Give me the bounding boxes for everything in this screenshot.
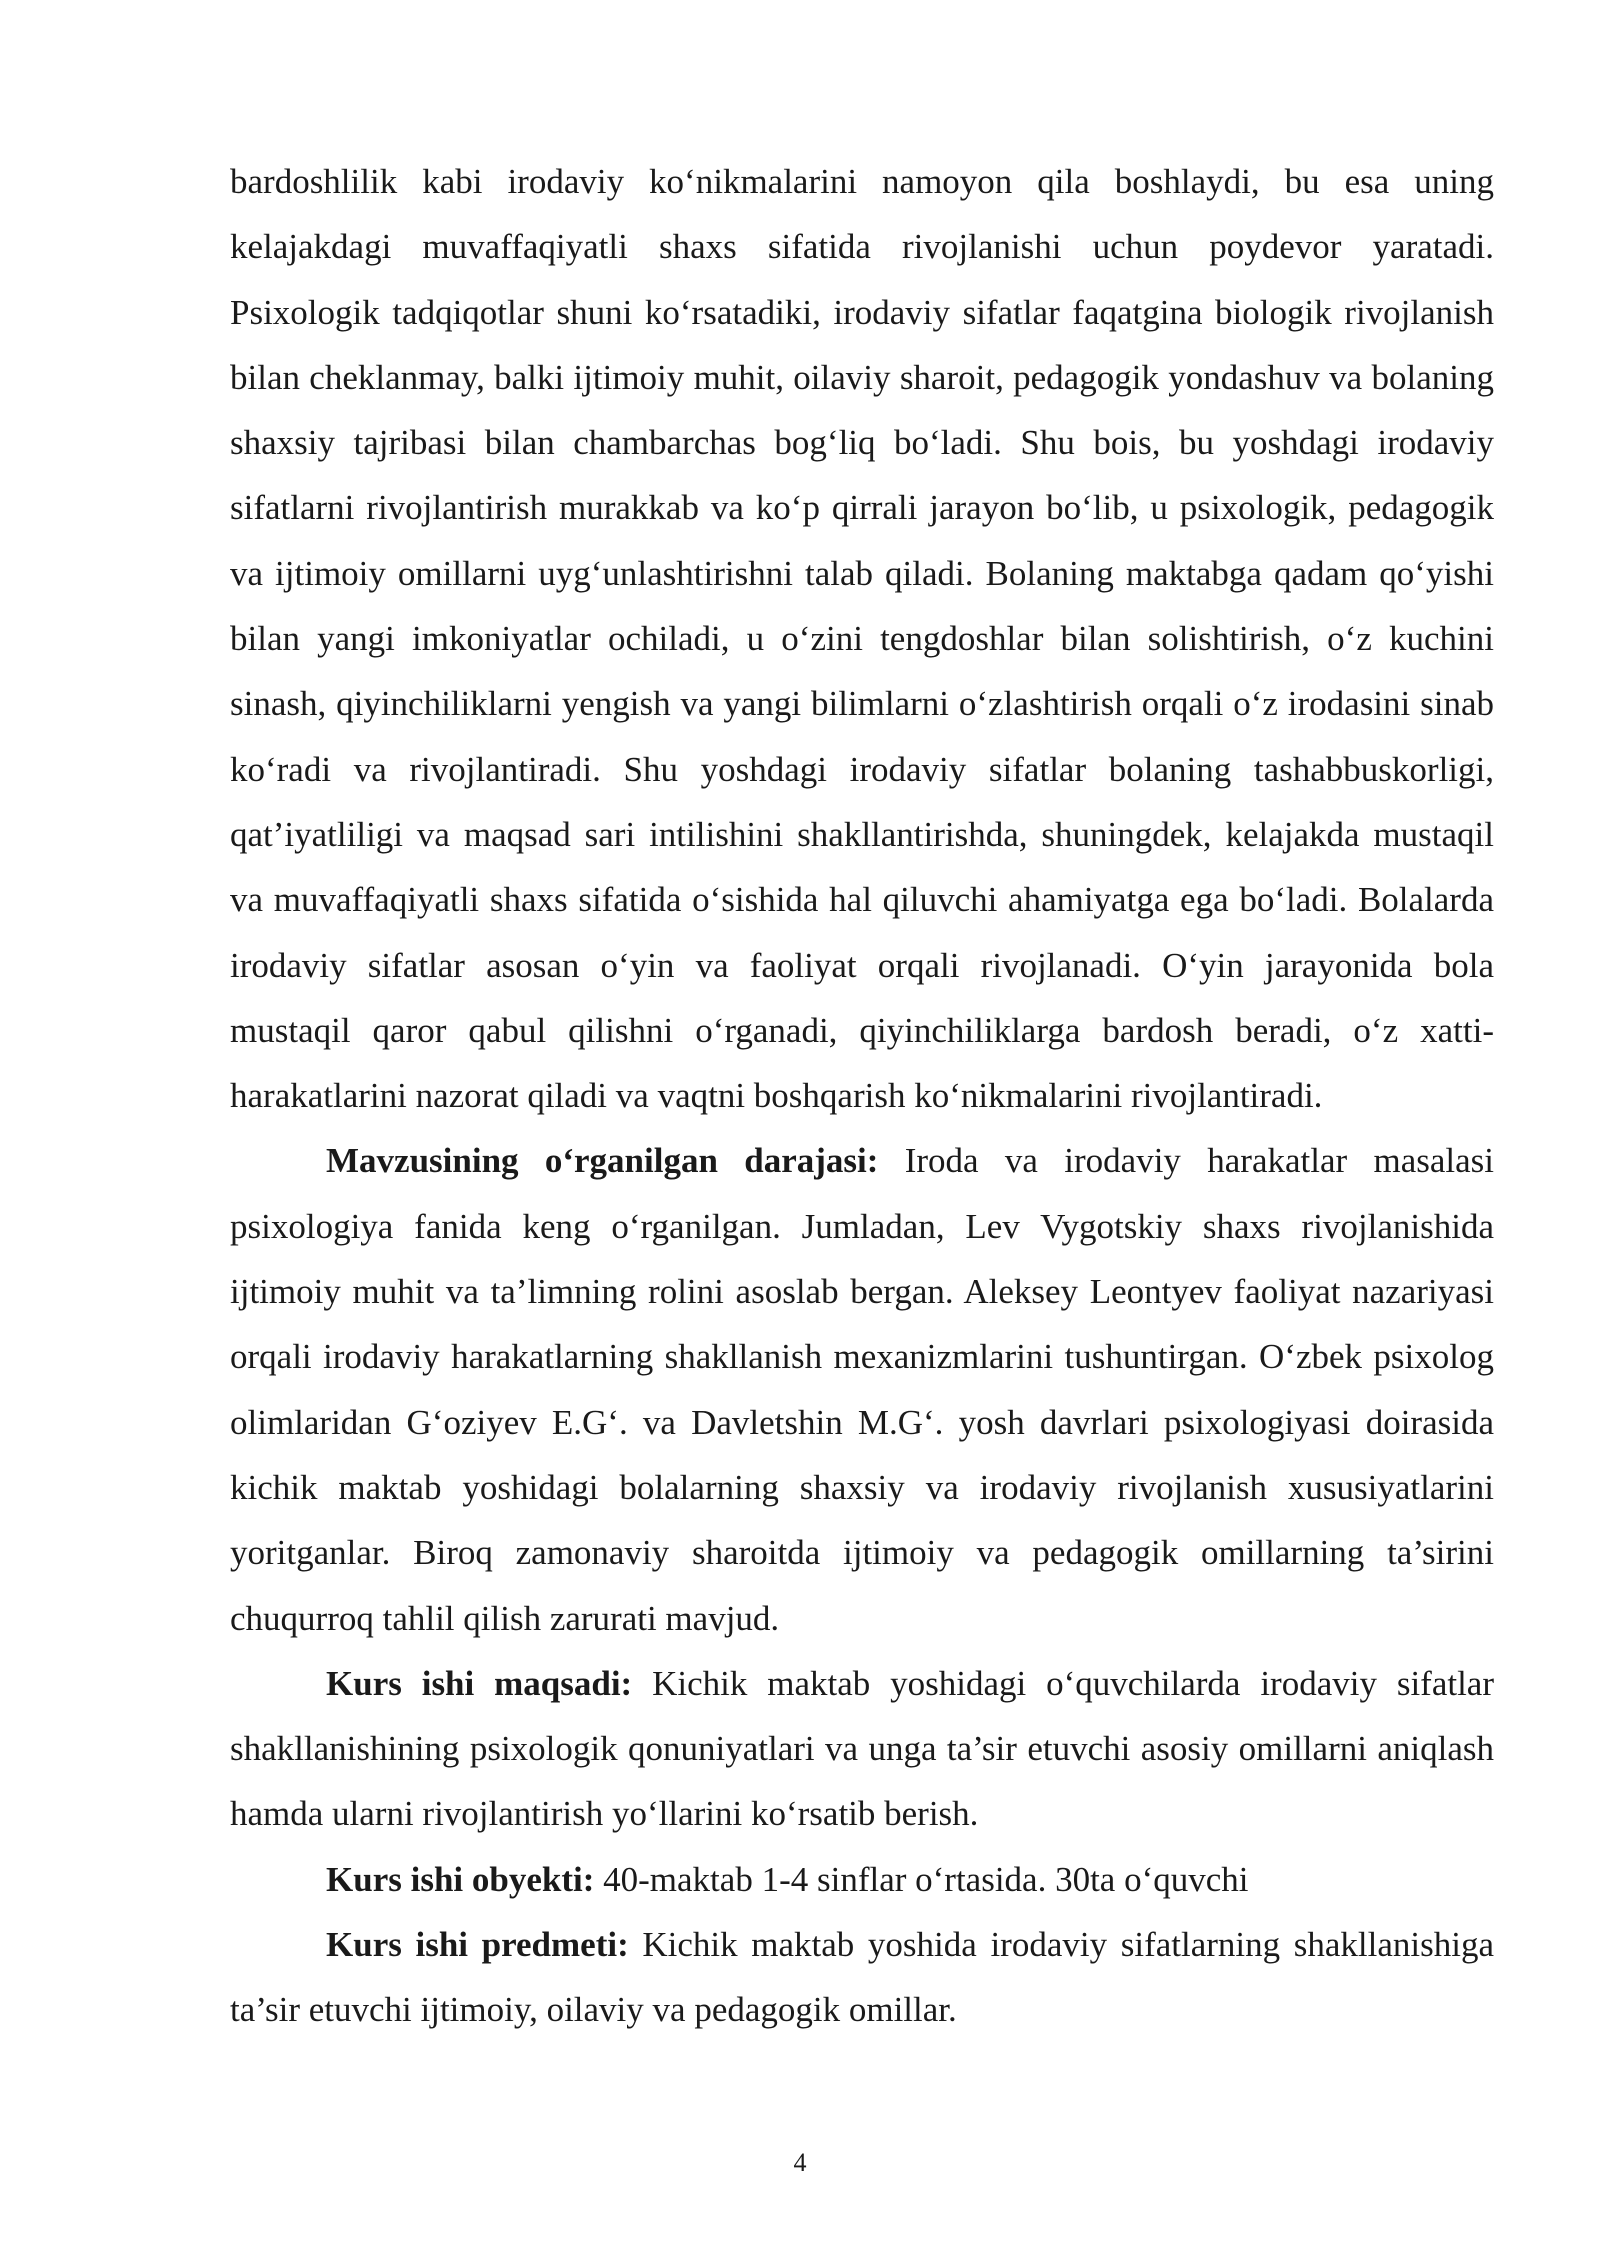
section-heading: Kurs ishi maqsadi:	[326, 1663, 633, 1703]
section-text: Kichik maktab yoshidagi oʻquvchilarda irodaviy sifatlar shakllanishining psixologik qonuniyatlari va unga ta’sir etuvchi asosiy omillarni aniqlash hamda ularni rivojlantirish yoʻllarini koʻrsatib berish.	[230, 1663, 1494, 1834]
intro-paragraph: bardoshlilik kabi irodaviy koʻnikmalarini namoyon qila boshlaydi, bu esa uning kelajakdagi muvaffaqiyatli shaxs sifatida rivojlanishi uchun poydevor yaratadi. Psixologik tadqiqotlar shuni koʻrsatadiki, irodaviy sifatlar faqatgina biologik rivojlanish bilan cheklanmay, balki ijtimoiy muhit, oilaviy sharoit, pedagogik yondashuv va bolaning shaxsiy tajribasi bilan chambarchas bogʻliq boʻladi. Shu bois, bu yoshdagi irodaviy sifatlarni rivojlantirish murakkab va koʻp qirrali jarayon boʻlib, u psixologik, pedagogik va ijtimoiy omillarni uygʻunlashtirishni talab qiladi. Bolaning maktabga qadam qoʻyishi bilan yangi imkoniyatlar ochiladi, u oʻzini tengdoshlar bilan solishtirish, oʻz kuchini sinash, qiyinchiliklarni yengish va yangi bilimlarni oʻzlashtirish orqali oʻz irodasini sinab koʻradi va rivojlantiradi. Shu yoshdagi irodaviy sifatlar bolaning tashabbuskorligi, qat’iyatliligi va maqsad sari intilishini shakllantirishda, shuningdek, kelajakda mustaqil va muvaffaqiyatli shaxs sifatida oʻsishida hal qiluvchi ahamiyatga ega boʻladi. Bolalarda irodaviy sifatlar asosan oʻyin va faoliyat orqali rivojlanadi. Oʻyin jarayonida bola mustaqil qaror qabul qilishni oʻrganadi, qiyinchiliklarga bardosh beradi, oʻz xatti-harakatlarini nazorat qiladi va vaqtni boshqarish koʻnikmalarini rivojlantiradi.	[230, 162, 1494, 1116]
section-heading: Mavzusining oʻrganilgan darajasi:	[326, 1141, 879, 1181]
section-text: Kichik maktab yoshida irodaviy sifatlarning shakllanishiga ta’sir etuvchi ijtimoiy, oilaviy va pedagogik omillar.	[230, 1925, 1494, 2030]
section-purpose	[230, 1651, 1494, 1847]
section-studied-level	[230, 1128, 1494, 1650]
section-text: 40-maktab 1-4 sinflar oʻrtasida. 30ta oʻquvchi	[594, 1859, 1249, 1899]
section-heading: Kurs ishi predmeti:	[326, 1925, 629, 1965]
section-subject	[230, 1912, 1494, 2043]
page-body	[230, 149, 1494, 2043]
section-text: Iroda va irodaviy harakatlar masalasi psixologiya fanida keng oʻrganilgan. Jumladan, Lev Vygotskiy shaxs rivojlanishida ijtimoiy muhit va ta’limning rolini asoslab bergan. Aleksey Leontyev faoliyat nazariyasi orqali irodaviy harakatlarning shakllanish mexanizmlarini tushuntirgan. Oʻzbek psixolog olimlaridan Gʻoziyev E.Gʻ. va Davletshin M.Gʻ. yosh davrlari psixologiyasi doirasida kichik maktab yoshidagi bolalarning shaxsiy va irodaviy rivojlanish xususiyatlarini yoritganlar. Biroq zamonaviy sharoitda ijtimoiy va pedagogik omillarning ta’sirini chuqurroq tahlil qilish zarurati mavjud.	[230, 1141, 1494, 1638]
section-object	[230, 1847, 1494, 1912]
section-heading: Kurs ishi obyekti:	[326, 1859, 595, 1899]
page-number: 4	[793, 2148, 807, 2177]
